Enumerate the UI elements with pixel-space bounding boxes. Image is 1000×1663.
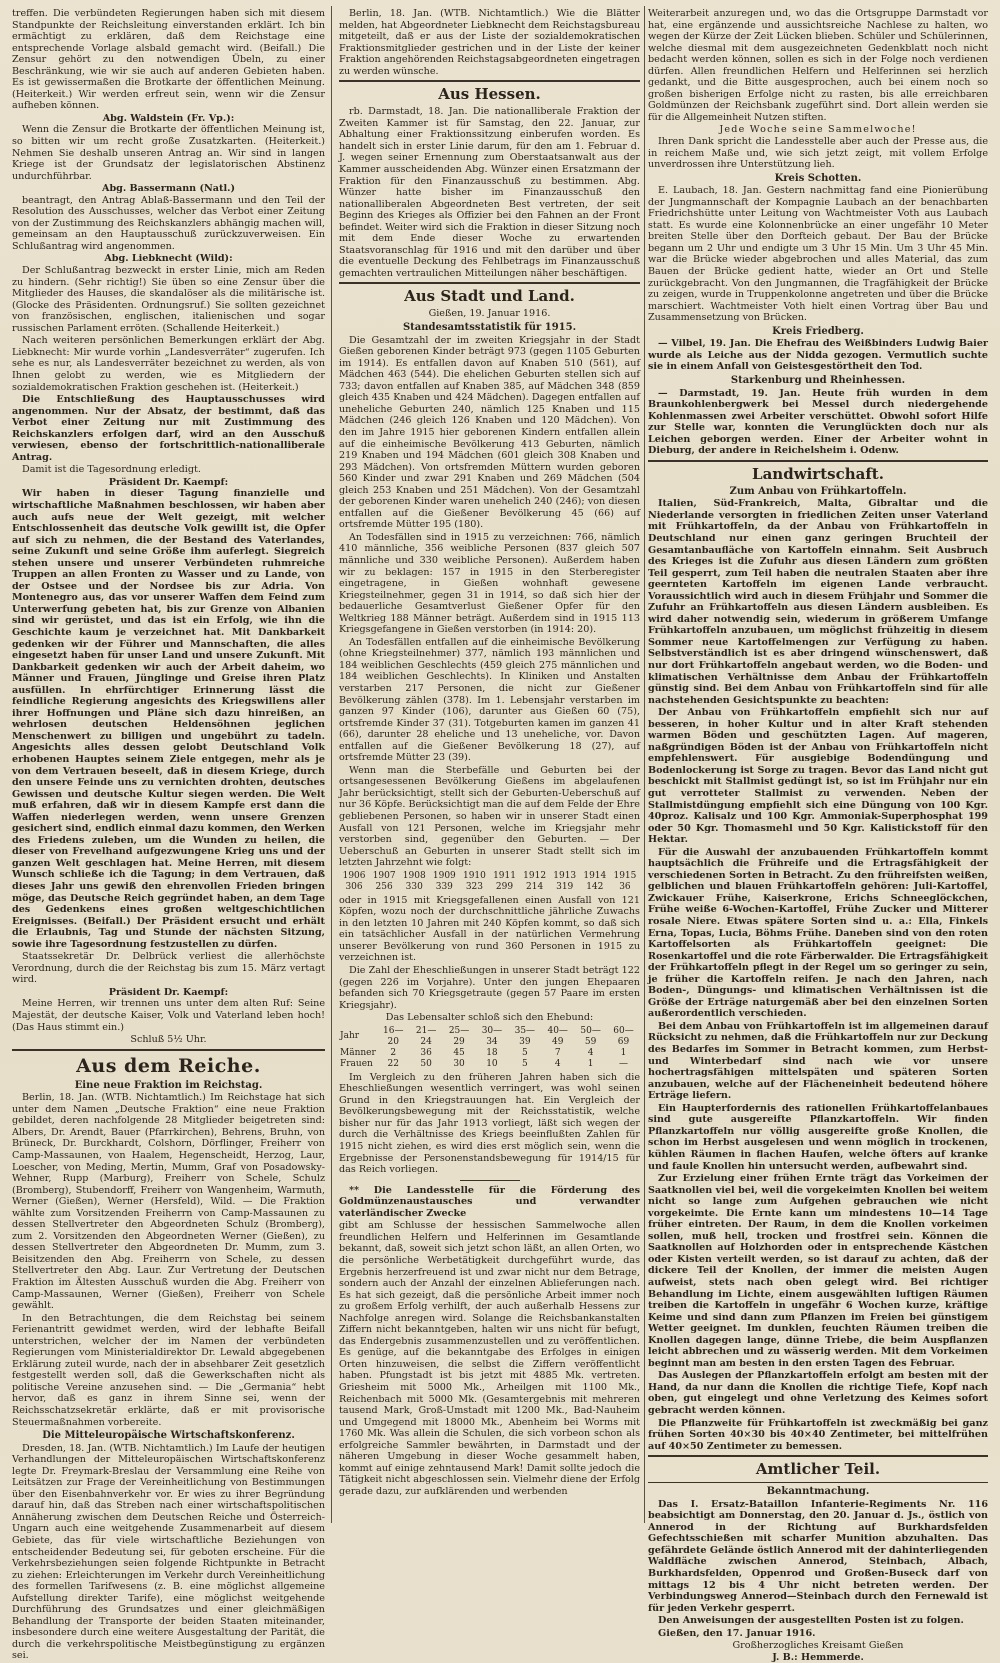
age-table-intro: Das Lebensalter schloß sich den Ehebund:	[385, 1012, 594, 1024]
surplus-cell: 299	[495, 881, 514, 892]
bassermann-text: beantragt, den Antrag Ablaß-Bassermann und den Teil der Resolution des Ausschusses, welcher das Verbot einer Zeitung von der Zustimmung des Reichskanzlers abhängig machen will, gemeinsam an den Hauptausschuß zurückzuverweisen. Ein Schlußantrag wird angenommen.	[12, 194, 325, 252]
men-cell: 18	[486, 1047, 498, 1058]
surplus-values-row	[339, 882, 640, 893]
kaempf-heading: Präsident Dr. Kaempf:	[108, 476, 229, 488]
landwirtschaft-heading: Landwirtschaft.	[752, 464, 884, 483]
bassermann-heading: Abg. Bassermann (Natl.)	[102, 183, 235, 195]
goldmuenzen-thanks: Ihren Dank spricht die Landesstelle aber auch der Presse aus, die in reichem Maße und, wie sich jetzt zeigt, mit vollem Erfolge unverdrossen ihre Unterstützung lieh.	[648, 136, 988, 171]
liebknecht-heading: Abg. Liebknecht (Wild):	[104, 253, 233, 265]
standesamt-comparison: Im Vergleich zu den früheren Jahren haben sich die Eheschließungen wesentlich verringert, was wohl seinen Grund in den Kriegstrauungen hat. Ein Vergleich der Bevölkerungsbewegung mit der Reichsstatistik, welche bisher nur für das Jahr 1913 vorliegt, läßt sich wegen der durch die Verhältnisse des Kriegs beeinflußten Zahlen für 1915 nicht ziehen, es wird dies erst möglich sein, wenn die Ergebnisse der Personenstandsbewegung für 1914/15 für das Reich vorliegen.	[339, 1071, 640, 1176]
land-para-3: Für die Auswahl der anzubauenden Frühkartoffeln kommt hauptsächlich die Frühreife und die Ertragsfähigkeit der verschiedenen Sorten in Betracht. Zu den frühreifsten weißen, gelblichen und blauen Frühkartoffeln gehören: Juli-Kartoffel, Zwickauer Frühe, Kaiserkrone, Erichs Schneeglöckchen, Frühe weiße 6-Wochen-Kartoffel, Frühe Zucker und Mitterer rosale Niere. Etwas spätere Sorten sind u. a.: Ella, Finkels Erna, Topas, Lucia, Böhms Frühe. Daneben sind von den roten Kartoffelsorten als Frühkartoffeln geeignet: Die Rosenkartoffel und die rote Färberwalder. Die Ertragsfähigkeit der Frühkartoffeln pflegt in der Regel um so geringer zu sein, je früher die Kartoffeln reifen. Je nach den Jahren, nach Boden-, Düngungs- und klimatischen Verhältnissen ist die Größe der Erträge naturgemäß aber bei den einzelnen Sorten außerordentlich verschieden.	[648, 846, 988, 1020]
fruehkartoffeln-heading: Zum Anbau von Frühkartoffeln.	[729, 485, 907, 497]
year-cell: 1911	[493, 870, 516, 881]
year-cell: 1909	[432, 870, 456, 881]
year-cell: 1914	[583, 870, 607, 881]
surplus-cell: 306	[345, 881, 363, 892]
men-cell: 2	[390, 1047, 397, 1058]
column-rule-1	[331, 6, 332, 1523]
berlin-liebknecht-text: Berlin, 18. Jan. (WTB. Nichtamtlich.) Wie die Blätter melden, hat Abgeordneter Liebknecht dem Reichstagsbureau mitgeteilt, daß er aus der Liste der sozialdemokratischen Fraktionsmitglieder gestrichen und in der Liste der keiner Fraktion angehörenden Reichstagsabgeordneten eingetragen zu werden wünsche.	[339, 8, 640, 77]
age-cell: 21—24	[415, 1025, 437, 1047]
amtlicher-teil-heading: Amtlicher Teil.	[755, 1460, 881, 1479]
ferien-text: In den Betrachtungen, die dem Reichstag bei seinem Ferienantritt gewidmet werden, wird der lebhafte Beifall unterstrichen, welcher der im Namen der verbündeten Regierungen vom Ministerialdirektor Dr. Lewald abgegebenen Erklärung zuteil wurde, nach der in absehbarer Zeit gesetzlich festgestellt werden soll, daß die Gewerkschaften nicht als politische Vereine anzusehen sind. — Die „Germania“ hebt hervor, daß es ganz in ihrem Sinne sei, wenn der Reichsschatzsekretär erklärte, daß er mit provisorische Steuermaßnahmen vorbereite.	[12, 1312, 325, 1428]
year-cell: 1907	[372, 870, 396, 881]
standesamt-deaths: An Todesfällen sind in 1915 zu verzeichnen: 766, nämlich 410 männliche, 356 weibliche Personen (837 gleich 507 männliche und 330 weibliche Personen). Außerdem haben wir zu beklagen: 157 in 1915 in den Sterberegister eingetragene, in Gießen wohnhaft gewesene Kriegsteilnehmer, gegen 31 in 1914, so daß sich hier der bedauerliche Gesamtverlust Gießener Opfer für den Weltkrieg 188 Männer beträgt. Außerdem sind in 1915 113 Kriegsgefangene in Gießen verstorben (in 1914: 20).	[339, 531, 640, 636]
women-cell: 1	[587, 1058, 594, 1069]
year-cell: 1915	[613, 870, 637, 881]
year-cell: 1913	[553, 870, 577, 881]
year-cell: 1912	[523, 870, 547, 881]
women-cell: 50	[420, 1058, 432, 1069]
standesamt-births: Die Gesamtzahl der im zweiten Kriegsjahr in der Stadt Gießen geborenen Kinder beträgt 973 (gegen 1105 Geburten im 1914). Es entfallen davon auf Knaben 510 (561), auf Mädchen 463 (544). Die ehelichen Geburten stellen sich auf 733; davon entfallen auf Knaben 385, auf Mädchen 348 (859 gleich 435 Knaben und 424 Mädchen). Dagegen entfallen auf uneheliche Geburten 240, nämlich 125 Knaben und 115 Mädchen (246 gleich 126 Knaben und 120 Mädchen). Von den im Jahre 1915 hier geborenen Kindern entfallen allein auf die einheimische Bevölkerung 413 Geburten, nämlich 219 Knaben und 194 Mädchen (601 gleich 308 Knaben und 293 Mädchen). Von ortsfremden Müttern wurden geboren 560 Kinder und zwar 291 Knaben und 269 Mädchen (504 gleich 253 Knaben und 251 Mädchen). Von der Gesamtzahl der geborenen Kinder waren unehelich 240 (246); von diesen entfallen auf die Gießener Bevölkerung 45 (66) auf ortsfremde Mütter 195 (180).	[339, 334, 640, 531]
starkenburg-heading: Starkenburg und Rheinhessen.	[730, 374, 906, 386]
surplus-cell: 36	[619, 881, 631, 892]
year-cell: 1906	[342, 870, 366, 881]
fraktion-heading: Eine neue Fraktion im Reichstag.	[74, 1079, 263, 1091]
kaempf2-text: Meine Herren, wir trennen uns unter dem alten Ruf: Seine Majestät, der deutsche Kaiser, Volk und Vaterland leben hoch! (Das Haus stimmt ein.)	[12, 998, 325, 1033]
fraktion-text: Berlin, 18. Jan. (WTB. Nichtamtlich.) Im Reichstage hat sich unter dem Namen „Deutsche Fraktion“ eine neue Fraktion gebildet, deren nachfolgende 28 Mitglieder beigetreten sind: Albers, Dr. Arendt, Bauer (Pfarrkirchen), Behrens, Bruhn, von Brüneck, Dr. Burckhardt, Colshorn, Dörflinger, Freiherr von Camp-Massaunen, von Haalem, Hegenscheidt, Herzog, Laur, Loescher, von Meding, Mertin, Mumm, Graf von Posadowsky-Wehner, Rupp (Marburg), Freiherr von Schele, Schulz (Bromberg), Stubendorff, Freiherr von Wangenheim, Warmuth, Werner (Gießen), Werner (Hersfeld), Wild. — Die Fraktion wählte zum Vorsitzenden Freiherrn von Camp-Massaunen zu dessen Stellvertreter den Abgeordneten Schulz (Bromberg), zum 2. Vorsitzenden den Abgeordneten Werner (Gießen), zu dessen Stellvertreter den Abgeordneten Dr. Mumm, zum 3. Beisitzenden den Abg. Freiherrn von Schele, zu dessen Stellvertreter den Abg. Laur. Zur Vertretung der Deutschen Fraktion im Ältesten Ausschuß wurden die Abg. Freiherr von Camp-Massaunen, Werner (Gießen), Freiherr von Schele gewählt.	[12, 1092, 325, 1312]
kaempf-speech: Wir haben in dieser Tagung finanzielle und wirtschaftliche Maßnahmen beschlossen, wir haben aber auch aufs neue der Welt gezeigt, mit welcher Entschlossenheit das deutsche Volk gewillt ist, die Opfer auf sich zu nehmen, die der Bestand des Vaterlandes, seine Zukunft und seine Größe ihm auferlegt. Siegreich stehen unsere und unserer Verbündeten ruhmreiche Truppen an allen Fronten zu Wasser und zu Lande, von der Ostsee und der Nordsee bis zur Adria. Von Montenegro aus, das vor unserer Waffen dem Feind zum Unterwerfung gebeten hat, bis zur Grenze von Albanien sind wir gerüstet, und das ist ein Erfolg, wie ihn die Geschichte kaum je verzeichnet hat. Mit Dankbarkeit gedenken wir der Führer und Mannschaften, die alles eingesetzt haben für unser Land und unsere Zukunft. Mit Dankbarkeit gedenken wir auch der Arbeit daheim, wo Männer und Frauen, Jünglinge und Greise ihren Platz ausfüllen. In ehrfürchtiger Erinnerung lässt die feindliche Regierung angesichts des Kriegswillens aller ihrer Hoffnungen und Pläne sich dazu hinreißen, an wehrlosen deutschen Heldensöhnen jeglichen Menschenwert zu billigen und ungebührt zu tadeln. Angesichts alles dessen gelobt Deutschland Volk erhobenen Hauptes seinem Ziele entgegen, mehr als je von dem Vertrauen beseelt, daß in diesem Kriege, durch den unsere Feinde uns zu vernichten drohten, deutsches Gewissen und deutsche Kultur siegen werden. Die Welt muß erfahren, daß wir in diesem Kampfe erst dann die Waffen niederlegen werden, wenn unsere Grenzen gesichert sind, endlich einmal dazu kommen, den Werken des Friedens zuleben, um die Wunden zu heilen, die dieser von Frevelhand aufgezwungene Krieg uns und der ganzen Welt geschlagen hat. Meine Herren, mit diesem Wunsch schließe ich die Tagung; in dem Vertrauen, daß dieses Jahr uns gewiß den ehrenvollen Frieden bringen möge, das Deutsche Reich gegründet haben, an dem Tage des Gedenkens eines großen weltgeschichtlichen Ereignisses. (Beifall.) Der Präsident ersucht und erhält die Erlaubnis, Tag und Stunde der nächsten Sitzung, sowie ihre Tagesordnung festzustellen zu dürfen.	[12, 488, 325, 950]
goldmuenzen-motto: Jede Woche seine Sammelwoche!	[719, 124, 917, 136]
men-cell: 7	[554, 1047, 561, 1058]
land-para-8: Die Pflanzweite für Frühkartoffeln ist zweckmäßig bei ganz frühen Sorten 40×30 bis 40×40 Zentimeter, bei mittelfrühen auf 40×50 Zentimeter zu bemessen.	[648, 1417, 988, 1452]
kaempf2-heading: Präsident Dr. Kaempf:	[108, 986, 229, 998]
land-para-5: Ein Haupterfordernis des rationellen Frühkartoffelanbaues sind gute ausgereifte Pflanzkartoffeln. Wir finden Pflanzkartoffeln nur völlig ausgereifte große Knollen, die schon im Herbst ausgelesen und wenn möglich in trockenen, kühlen Räumen in flachen Haufen, welche öfters auf kranke und faule Knollen hin untersucht werden, aufbewahrt sind.	[648, 1102, 988, 1172]
age-cell: 40—49	[547, 1025, 568, 1047]
surplus-cell: 142	[586, 881, 604, 892]
vilbel-text: — Vilbel, 19. Jan. Die Ehefrau des Weißbinders Ludwig Baier wurde als Leiche aus der Nidda gezogen. Vermutlich suchte sie in einem Anfall von Geistesgestörtheit den Tod.	[648, 338, 988, 373]
bekanntmachung-heading: Bekanntmachung.	[766, 1486, 870, 1498]
land-para-4: Bei dem Anbau von Frühkartoffeln ist im allgemeinen darauf Rücksicht zu nehmen, daß die Frühkartoffeln nur zur Deckung des Bedarfes im Sommer in Betracht kommen, zum Herbst- und Winterbedarf sind nach wie vor unsere hochertragsfähigen mittelspäten und späteren Sorten anzubauen, welche auf der Flächeneinheit bedeutend höhere Erträge liefern.	[648, 1020, 988, 1102]
liebknecht-text: Der Schlußantrag bezweckt in erster Linie, mich am Reden zu hindern. (Sehr richtig!) Sie üben so eine Zensur über die Mitglieder des Hauses, die skandalöser als die militärische ist. (Glocke des Präsidenten. Ordnungsruf.) Sie sollten gezeichnet von französischen, englischen, italienischen und sogar russischen Parlament erröten. (Schallende Heiterkeit.)	[12, 265, 325, 334]
schluss-text: Schluß 5½ Uhr.	[130, 1034, 207, 1046]
schotten-heading: Kreis Schotten.	[774, 172, 862, 184]
erledigt-text: Damit ist die Tagesordnung erledigt.	[22, 464, 201, 476]
sign-name: J. B.: Hemmerde.	[772, 1651, 864, 1663]
entschliessung-text: Die Entschließung des Hauptausschusses wird angenommen. Nur der Absatz, der bestimmt, daß das Verbot einer Zeitung nur mit Zustimmung des Reichskanzlers erfolgen darf, wird an den Ausschuß verwiesen, ebenso der fortschrittlich-nationalliberale Antrag.	[12, 394, 325, 463]
goldmuenzen-text: gibt am Schlusse der hessischen Sammelwoche allen freundlichen Helfern und Helferinnen im Gesamtlande bekannt, daß, soweit sich jetzt schon läßt, an allen Orten, wo die persönliche Werbetätigkeit durchgeführt wurde, das Ergebnis herzerfreuend ist und zwar nicht nur dem Betrage, sondern auch der Anzahl der einzelnen Ablieferungen nach. Es hat sich gezeigt, daß die persönliche Arbeit immer noch zu großem Erfolg verhilft, der auch außerhalb Hessens zur Nachfolge anregen wird. Solange die Reichsbankanstalten Ziffern nicht bekanntgeben, halten wir uns nicht für befugt, das Endergebnis zusammenzustellen und zu veröffentlichen. Es genüge, auf die bekanntgabe des Erfolges in einigen Orten hinzuweisen, die selbst die Ziffern veröffentlicht haben. Pfungstadt ist bis jetzt mit 4885 Mk. vertreten. Griesheim mit 5000 Mk., Arheilgen mit 1100 Mk., Reichenbach mit 5000 Mk. (Gesamtergebnis mit mehreren tausend Mark, Groß-Umstadt mit 1200 Mk., Bad-Nauheim und Umgegend mit 18000 Mk., Abenheim bei Worms mit 1760 Mk. Was allein die Schulen, die sich vorbeon schon als erfolgreiche Sammler bewährten, in Darmstadt und der näheren Umgebung in dieser Woche gesammelt haben, kommt auf einige zehntausend Mark! Damit sollte jedoch die Tätigkeit nicht abgeschlossen sein. Vielmehr diene der Erfolg gerade dazu, zur aufklärenden und werbenden	[339, 1220, 640, 1497]
column-rule-2	[644, 6, 645, 1523]
stadt-land-heading: Aus Stadt und Land.	[404, 287, 575, 306]
men-cell: 45	[453, 1047, 465, 1058]
surplus-cell: 323	[465, 881, 484, 892]
age-cell: 16—20	[383, 1025, 404, 1047]
year-cell: 1908	[402, 870, 426, 881]
land-para-7: Das Auslegen der Pflanzkartoffeln erfolgt am besten mit der Hand, da nur dann die Knollen die richtige Tiefe, Kopf nach oben, gut eingelegt und ohne Verletzung des Keimes sofort gebracht werden können.	[648, 1370, 988, 1416]
land-para-2: Der Anbau von Frühkartoffeln empfiehlt sich nur auf besseren, in hoher Kultur und in alter Kraft stehenden warmen Böden und geschützten Lagen. Auf mageren, naßgründigen Böden ist der Anbau von Frühkartoffeln nicht empfehlenswert. Für ausgiebige Bodendüngung und Bodenlockerung ist Sorge zu tragen. Bevor das Land nicht gut beschickt mit Stallmist gedüngt ist, so ist im Frühjahr nur ein gut verrotteter Stallmist zu verwenden. Neben der Stallmistdüngung empfiehlt sich eine Düngung von 100 Kgr. 40proz. Kalisalz und 100 Kgr. Ammoniak-Superphosphat 199 oder 50 Kgr. Thomasmehl und 50 Kgr. Kalistickstoff für den Hektar.	[648, 707, 988, 846]
section-rule	[648, 1482, 988, 1483]
surplus-cell: 330	[405, 881, 423, 892]
row-label: Jahr	[340, 1031, 360, 1042]
land-para-1: Italien, Süd-Frankreich, Malta, Gibraltar und die Niederlande versorgten in friedlichen Zeiten unser Vaterland mit Frühkartoffeln, da der Anbau von Frühkartoffeln in Deutschland nur einen ganz geringen Bruchteil der Gesamtanbaufläche von Kartoffeln einnahm. Seit Ausbruch des Krieges ist die Zufuhr aus diesen Ländern zum größten Teil gesperrt, zum Teil haben die neutralen Staaten aber ihre geernteten Kartoffeln im eigenen Lande verbraucht. Voraussichtlich wird auch in diesem Frühjahr und Sommer die Zufuhr an Frühkartoffeln aus diesen Ländern ausbleiben. Es wird daher notwendig sein, wiederum in größerem Umfange Frühkartoffeln anzubauen, um möglichst frühzeitig in diesem Sommer neue Kartoffelmengen zur Verfügung zu haben. Selbstverständlich ist es aber dringend wünschenswert, daß nur dort Frühkartoffeln angebaut werden, wo die Boden- und klimatischen Verhältnisse dem Anbau der Frühkartoffeln günstig sind. Bei dem Anbau von Frühkartoffeln sind für alle nachstehenden Gesichtspunkte zu beachten:	[648, 498, 988, 706]
dateline: Gießen, 19. Januar 1916.	[428, 308, 551, 320]
surplus-cell: 256	[375, 881, 393, 892]
women-cell: 30	[453, 1058, 465, 1069]
waldstein-heading: Abg. Waldstein (Fr. Vp.):	[102, 112, 235, 124]
standesamt-heading: Standesamtsstatistik für 1915.	[402, 322, 577, 334]
standesamt-local-deaths: An Todesfällen entfallen auf die einheimische Bevölkerung (ohne Kriegsteilnehmer) 377, nämlich 193 männlichen und 184 weiblichen Geschlechts (459 gleich 275 männlichen und 184 weiblichen Geschlechts). In Kliniken und Anstalten verstarben 217 Personen, die nicht zur Gießener Bevölkerung zählen (378). Im 1. Lebensjahr verstarben im ganzen 97 Kinder (106), darunter aus Gießen 60 (75), ortsfremde Kinder 37 (31). Totgeburten kamen im ganzen 41 (66), darunter 28 eheliche und 13 uneheliche, vor. Davon entfallen auf die Gießener Bevölkerung 18 (27), auf ortsfremde Mütter 23 (39).	[339, 636, 640, 764]
women-cell: 22	[387, 1058, 399, 1069]
section-rule	[12, 1049, 325, 1051]
laubach-text: E. Laubach, 18. Jan. Gestern nachmittag fand eine Pionierübung der Jungmannschaft der Kompagnie Laubach an der benachbarten Friedrichshütte unter Leitung von Wachtmeister Voth aus Laubach statt. Es wurde eine Kolonnenbrücke an einer ungefähr 10 Meter breiten Stelle über den Dorfteich gebaut. Der Bau der Brücke begann um 2 Uhr und endigte um 3 Uhr 15 Min. Um 3 Uhr 45 Min. war die Brücke wieder abgebrochen und alles Material, das zum Bauen der Brücke gedient hatte, wieder an Ort und Stelle zurückgebracht. Von den Jungmannen, die Tragfähigkeit der Brücke zu zeigen, wurde in Truppenkolonne angetreten und über die Brücke marschiert. Wachtmeister Voth hielt einen Vortrag über Bau und Zusammensetzung von Brücken.	[648, 185, 988, 324]
section-rule	[339, 282, 640, 284]
reichstag-intro: treffen. Die verbündeten Regierungen haben sich mit diesem Standpunkte der Reichsleitung einverstanden erklärt. Ich bin ermächtigt zu erklären, daß dem Reichstage eine entsprechende Vorlage alsbald gemacht wird. (Beifall.) Die Zensur gehört zu den notwendigen Übeln, zu einer Beschränkung, wie wir sie auch auf anderen Gebieten haben. Es ist gewissermaßen die Brotkarte der öffentlichen Meinung. (Heiterkeit.) Wir werden erfreut sein, wenn wir die Zensur aufheben können.	[12, 8, 325, 112]
age-cell: 50—59	[580, 1025, 601, 1047]
standesamt-surplus: Wenn man die Sterbefälle und Geburten bei der ortsangesessenen Bevölkerung Gießens im abgelaufenen Jahr berücksichtigt, stellt sich der Geburten-Ueberschuß auf nur 36 Köpfe. Berücksichtigt man die auf dem Felde der Ehre gebliebenen Personen, so haben wir in unserer Stadt einen Ausfall von 121 Personen, welche im Kriegsjahr mehr verstorben sind, gegenüber den Geburten. — Der Ueberschuß an Geburten in unserer Stadt stellt sich im letzten Jahrzehnt wie folgt:	[339, 764, 640, 869]
row-label: Frauen	[340, 1058, 373, 1069]
surplus-table	[339, 871, 640, 893]
column-2	[339, 8, 640, 1521]
age-cell: 35—39	[514, 1025, 536, 1047]
section-rule	[648, 1455, 988, 1457]
women-row	[339, 1059, 640, 1070]
darmstadt-fraktion-text: rb. Darmstadt, 18. Jan. Die nationalliberale Fraktion der Zweiten Kammer ist für Samstag, den 22. Januar, zur Abhaltung einer Fraktionssitzung einberufen worden. Es handelt sich in erster Linie darum, für den am 1. Februar d. J. wegen seiner Ernennung zum Oberstaatsanwalt aus der Kammer ausscheidenden Abg. Wünzer einen Ersatzmann der Fraktion für den Finanzausschuß zu bestimmen. Abg. Wünzer hatte bisher im Finanzausschuß den nationalliberalen Abgeordneten Best vertreten, der seit Beginn des Krieges als Offizier bei den Fahnen an der Front befindet. Weiter wird sich die Fraktion in dieser Sitzung noch mit dem Ende dieser Woche zu erwartenden Staatsvoranschlag für 1916 und mit den darüber und über die eventuelle Deckung des Fehlbetrags im Finanzausschuß gemachten vertraulichen Mitteilungen näher beschäftigen.	[339, 106, 640, 279]
mitteleuropa-heading: Die Mitteleuropäische Wirtschaftskonferenz.	[42, 1430, 295, 1442]
bekanntmachung-posten: Den Anweisungen der ausgestellten Posten ist zu folgen.	[658, 1615, 964, 1627]
age-cell: 30—34	[481, 1025, 503, 1047]
sign-office: Großherzogliches Kreisamt Gießen	[732, 1640, 904, 1652]
surplus-years-row	[339, 871, 640, 882]
marriage-age-table	[339, 1026, 640, 1070]
sign-place: Gießen, den 17. Januar 1916.	[658, 1627, 816, 1639]
men-cell: 1	[620, 1047, 627, 1058]
delbrueck-text: Staatssekretär Dr. Delbrück verliest die allerhöchste Verordnung, durch die der Reichstag bis zum 15. März vertagt wird.	[12, 951, 325, 986]
bekanntmachung-text: Das I. Ersatz-Bataillon Infanterie-Regiments Nr. 116 beabsichtigt am Donnerstag, den 20. Januar d. Js., östlich von Annerod in der Richtung auf Burkhardsfelden Gefechtsschießen mit scharfer Munition abzuhalten. Das gefährdete Gelände östlich Annerod mit der dahinterliegenden Waldfläche zwischen Annerod, Steinbach, Albach, Burkhardsfelden, Oppenrod und Großen-Buseck darf von mittags 12 bis 4 Uhr nicht betreten werden. Der Verbindungsweg Annerod—Steinbach durch den Fernewald ist für jeden Verkehr gesperrt.	[648, 1498, 988, 1614]
women-cell: —	[619, 1058, 629, 1069]
messel-text: — Darmstadt, 19. Jan. Heute früh wurden in dem Braunkohlenbergwerk bei Messel durch niedergehende Kohlenmassen zwei Arbeiter verschüttet. Obwohl sofort Hilfe zur Stelle war, konnten die Verunglückten doch nur als Leichen geborgen werden. Einer der Arbeiter wohnt in Dieburg, der andere in Reichelsheim i. Odenw.	[648, 387, 988, 457]
surplus-cell: 319	[556, 881, 574, 892]
liebknecht-remarks: Nach weiteren persönlichen Bemerkungen erklärt der Abg. Liebknecht: Mir wurde vorhin „Landesverräter“ zugerufen. Ich sehe es nur, als Landesverräter bezeichnet zu werden, als von Ihnen gelobt zu werden, wie es Mitgliedern der sozialdemokratischen Fraktion geschehen ist. (Heiterkeit.)	[12, 335, 325, 393]
standesamt-marriages: Die Zahl der Eheschließungen in unserer Stadt beträgt 122 (gegen 226 im Vorjahre). Unter den jungen Ehepaaren befanden sich 70 Kriegsgetraute (gegen 57 Paare im ersten Kriegsjahr).	[339, 965, 640, 1011]
friedberg-heading: Kreis Friedberg.	[772, 325, 864, 337]
waldstein-text: Wenn die Zensur die Brotkarte der öffentlichen Meinung ist, so bitten wir um recht große Zusatzkarten. (Heiterkeit.) Nehmen Sie deshalb unseren Antrag an. Wir sind in langen Kriege ist der Grundsatz der legislatorischen Abstinenz undurchführbar.	[12, 124, 325, 182]
surplus-cell: 339	[435, 881, 453, 892]
row-label: Männer	[340, 1047, 376, 1058]
age-cell: 25—29	[448, 1025, 470, 1047]
reiche-heading: Aus dem Reiche.	[76, 1054, 261, 1077]
men-cell: 5	[521, 1047, 528, 1058]
standesamt-deficit: oder in 1915 mit Kriegsgefallenen einen Ausfall von 121 Köpfen, wozu noch der durchschnittliche jährliche Zuwachs in den letzten 10 Jahren mit 240 Köpfen kommt, so daß sich ein tatsächlicher Ausfall in der natürlichen Vermehrung unserer Bevölkerung von rund 360 Personen in 1915 zu verzeichnen ist.	[339, 894, 640, 964]
section-rule	[648, 460, 988, 462]
goldmuenzen-continued: Weiterarbeit anzuregen und, wo das die Ortsgruppe Darmstadt vor hat, eine ergänzende und aussichtsreiche Nachlese zu halten, wo wegen der Kürze der Zeit Lücken blieben. Schüler und Schülerinnen, welche diesmal mit dem ausgezeichneten Gedenkblatt noch nicht bedacht werden können, sollen es sich in der Folge noch verdienen dürfen. Allen freundlichen Helfern und Helferinnen sei herzlich gedankt, und die Bitte ausgesprochen, auch bei einem noch so großen bisherigen Erfolge nicht zu rasten, bis alle erreichbaren Goldmünzen der Reichsbank zugeführt sind. Dort allein werden sie für die Allgemeinheit Nutzen stiften.	[648, 8, 988, 123]
men-cell: 36	[420, 1047, 432, 1058]
women-cell: 5	[521, 1058, 528, 1069]
age-cell: 60—69	[613, 1025, 634, 1047]
column-1	[12, 8, 325, 1662]
hessen-heading: Aus Hessen.	[438, 85, 541, 104]
men-cell: 4	[587, 1047, 594, 1058]
women-cell: 10	[486, 1058, 498, 1069]
women-cell: 4	[554, 1058, 561, 1069]
section-rule	[339, 80, 640, 82]
surplus-cell: 214	[526, 881, 544, 892]
divider	[460, 1180, 520, 1181]
mitteleuropa-text: Dresden, 18. Jan. (WTB. Nichtamtlich.) Im Laufe der heutigen Verhandlungen der Mitteleuropäischen Wirtschaftskonferenz legte Dr. Freymark-Breslau der Versammlung eine Reihe von Leitsätzen zur Frage der Vereinheitlichung von Bestimmungen über den Eisenbahnverkehr vor. Er wies zu ihrer Begründung darauf hin, daß das Streben nach einer wirtschaftspolitischen Annäherung zwischen dem Deutschen Reiche und Österreich-Ungarn auch eine weitgehende Zusammenarbeit auf diesem Gebiete, das für viele wirtschaftliche Beziehungen von entscheidender Bedeutung sei, für geboten erscheine. Für die Verkehrsbeziehungen seien folgende Richtpunkte in Betracht zu ziehen: Erleichterungen im Verkehr durch Vereinheitlichung des formellen Tarifwesens (z. B. eine möglichst allgemeine Aufstellung direkter Tarife), eine möglichst weitgehende Durchführung des Grundsatzes und einer gleichmäßigen Behandlung der Transporte der beiden Staaten miteinander, insbesondere durch eine weitere Ausgestaltung der Parität, die durch die verkehrspolitische Meistbegünstigung zu ergänzen sei.	[12, 1442, 325, 1662]
men-row	[339, 1048, 640, 1059]
age-header-row	[339, 1026, 640, 1048]
goldmuenzen-heading: ** Die Landesstelle für die Förderung des Goldmünzenaustausches und verwandter vaterländischer Zwecke	[339, 1184, 640, 1219]
column-3	[648, 8, 988, 1663]
land-para-6: Zur Erzielung einer frühen Ernte trägt das Vorkeimen der Saatknollen viel bei, weil die vorgekeimten Knollen bei weitem nicht so lange zum Aufgehen gebrauchen wie nicht vorgekeimte. Die Ernte kann um mindestens 10—14 Tage früher eintreten. Der Raum, in dem die Knollen vorkeimen sollen, muß hell, trocken und frostfrei sein. Können die Saatknollen auf Holzhorden oder in entsprechende Kästchen oder Kisten verteilt werden, so ist darauf zu achten, daß der dickere Teil der Knollen, der immer die meisten Augen aufweist, stets nach oben gelegt wird. Bei richtiger Behandlung im Lichte, einem ausgewählten luftigen Räumen treiben die Kartoffeln in ungefähr 6 Wochen kurze, kräftige Keime und sind dann zum Pflanzen im Freien bei günstigem Wetter geeignet. Im dunklen, feuchten Räumen treiben die Knollen dagegen lange, dünne Triebe, die beim Auspflanzen leicht abbrechen und zu wässerig werden. Mit dem Vorkeimen beginnt man am besten in den ersten Tagen des Februar.	[648, 1173, 988, 1369]
year-cell: 1910	[462, 870, 486, 881]
